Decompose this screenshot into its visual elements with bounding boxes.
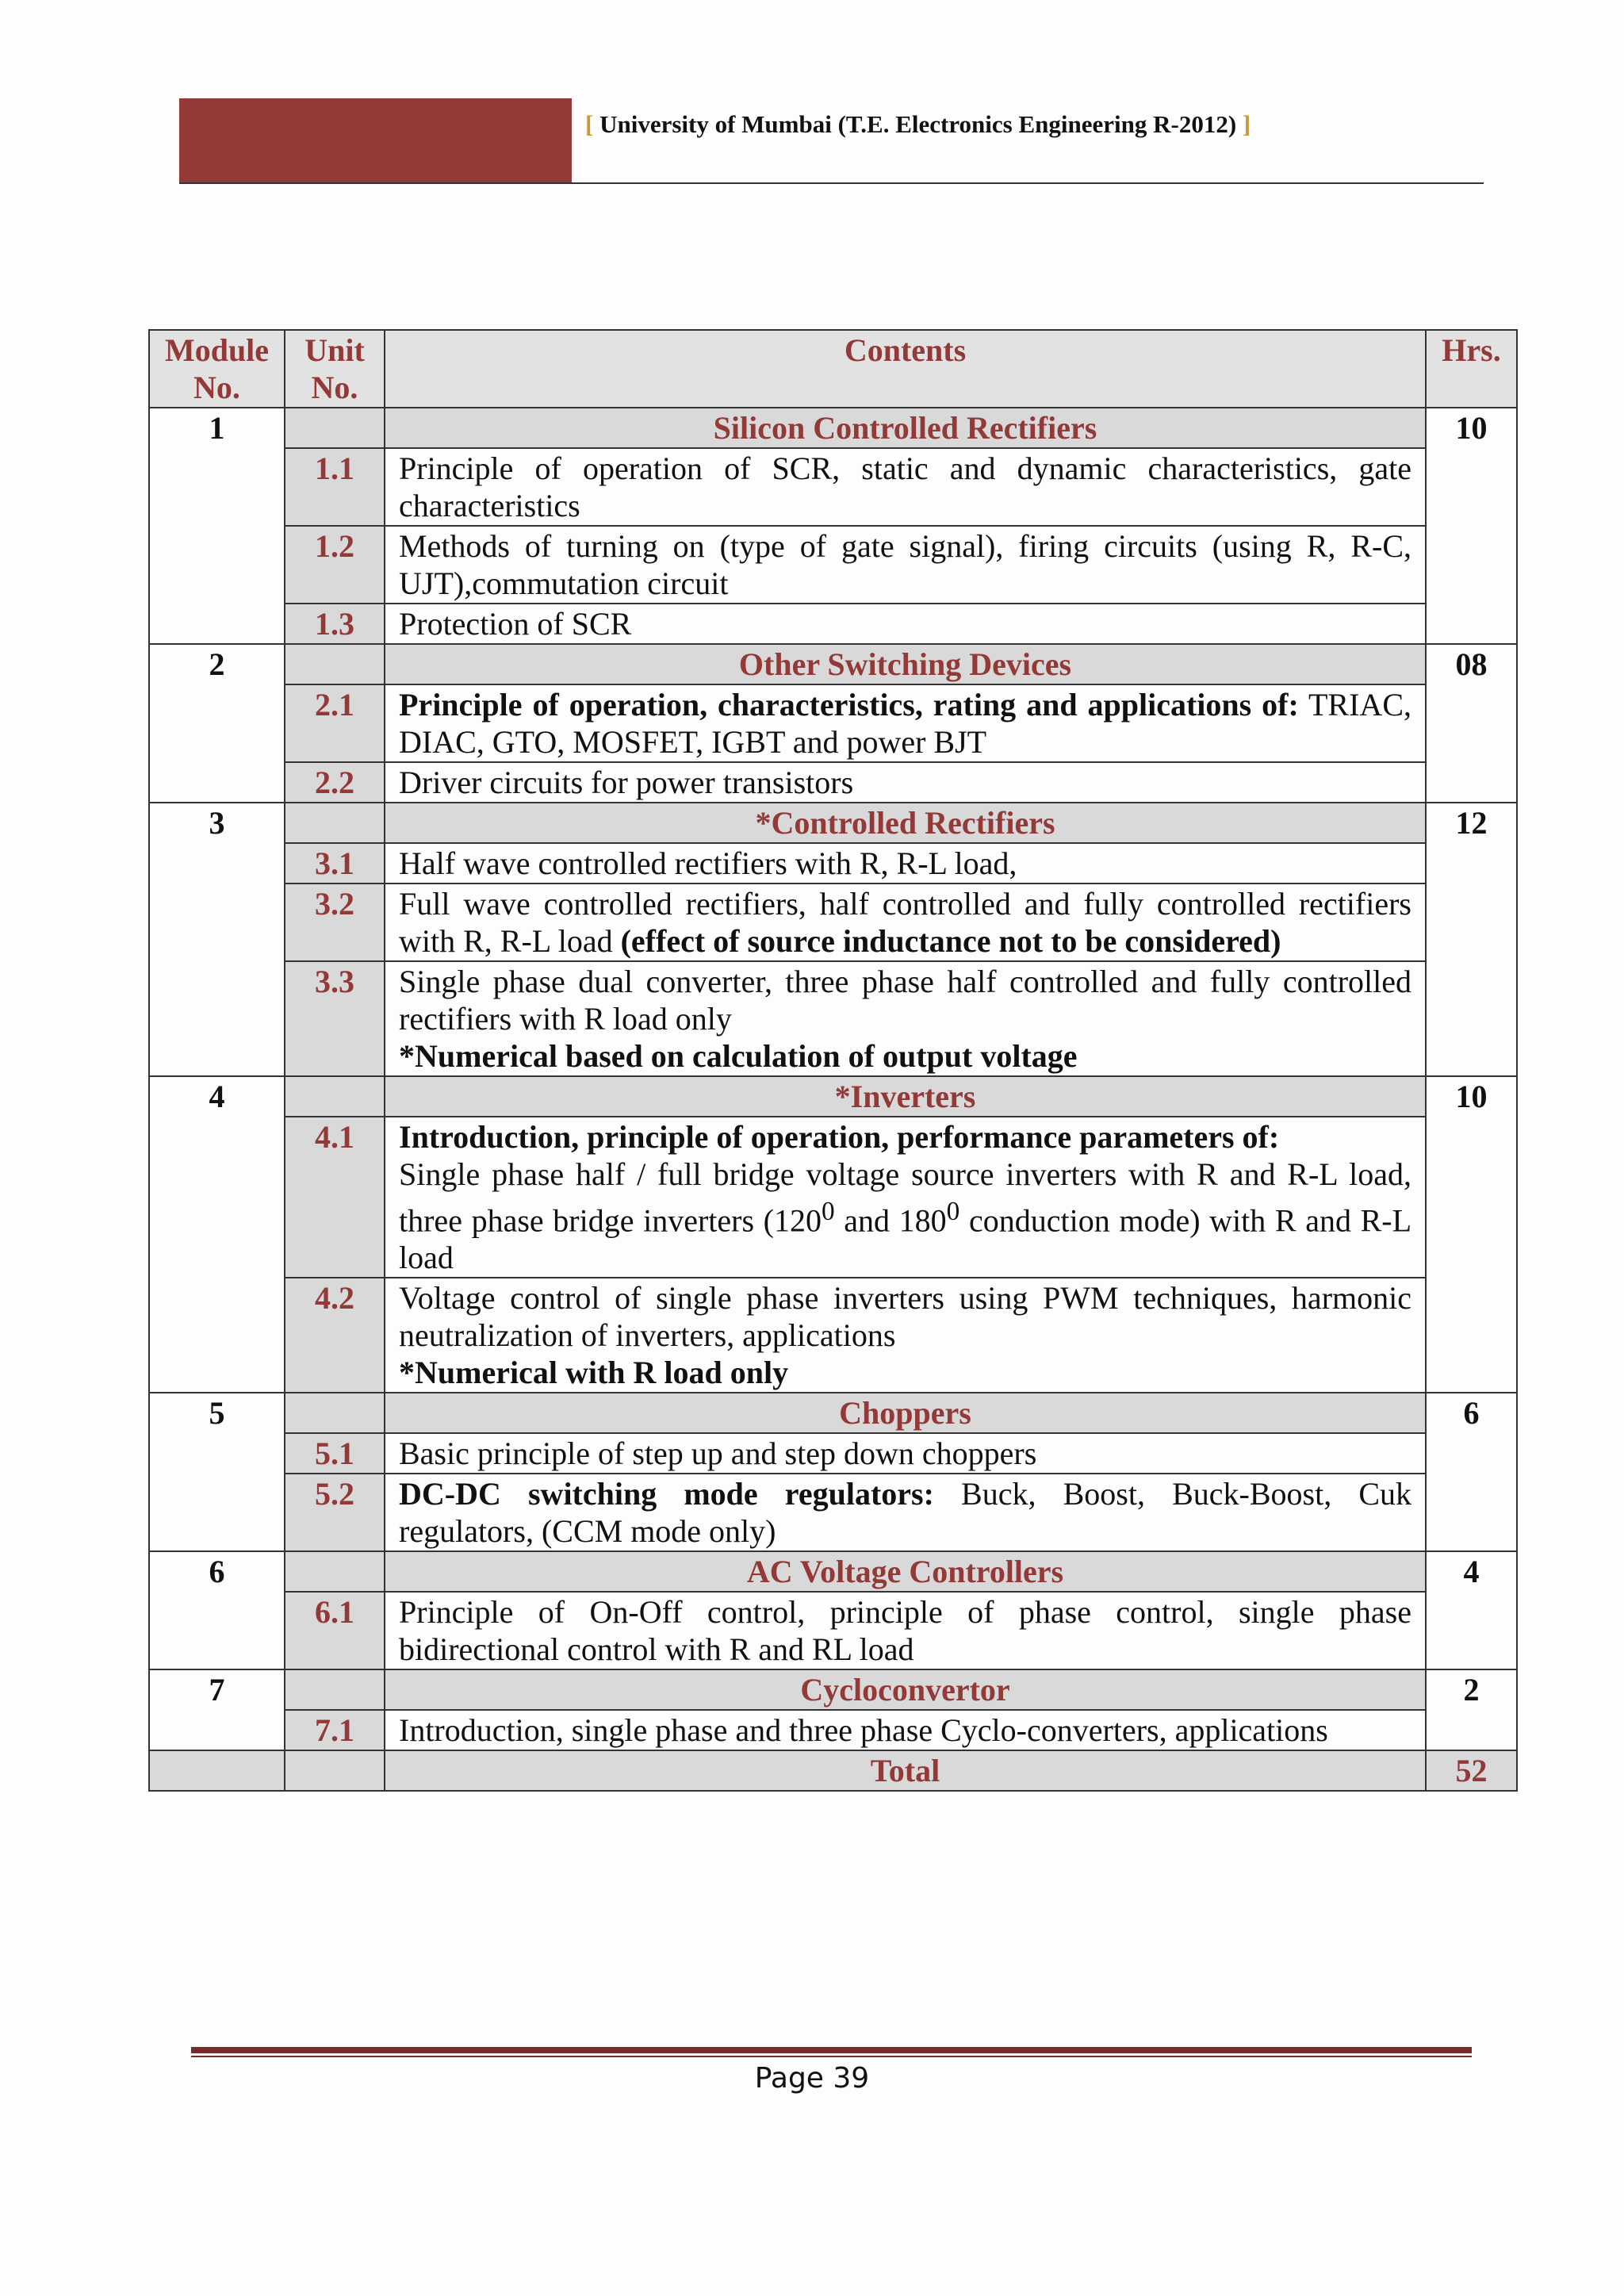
unit-content xyxy=(385,1474,1426,1551)
unit-no-blank xyxy=(285,1393,385,1433)
unit-no-blank xyxy=(285,1551,385,1592)
footer-rule-thin xyxy=(191,2056,1472,2057)
module-hours: 12 xyxy=(1426,803,1517,1076)
module-row xyxy=(149,803,1517,843)
unit-row xyxy=(149,1592,1517,1669)
unit-no: 4.1 xyxy=(285,1117,385,1278)
unit-row xyxy=(149,448,1517,526)
unit-content xyxy=(385,884,1426,961)
syllabus-table xyxy=(148,329,1518,1792)
module-no: 1 xyxy=(149,408,285,644)
unit-content-bold: DC-DC switching mode regulators: xyxy=(399,1476,934,1512)
unit-no: 2.1 xyxy=(285,684,385,762)
module-row xyxy=(149,1076,1517,1117)
unit-row xyxy=(149,1278,1517,1393)
unit-content-text: and 180 xyxy=(834,1202,947,1239)
module-title: Silicon Controlled Rectifiers xyxy=(385,408,1426,448)
header-title xyxy=(585,110,1251,139)
unit-content: Principle of On-Off control, principle of phase control, single phase bidirectional control with R and RL load xyxy=(385,1592,1426,1669)
total-hours: 52 xyxy=(1426,1750,1517,1791)
unit-content-bold: (effect of source inductance not to be considered) xyxy=(620,923,1281,959)
unit-content: Basic principle of step up and step down choppers xyxy=(385,1433,1426,1474)
bracket-open: [ xyxy=(585,110,594,138)
unit-content-text: Voltage control of single phase inverters using PWM techniques, harmonic neutralization of inverters, applications xyxy=(399,1280,1411,1354)
unit-content-text: Full wave controlled rectifiers, half controlled and fully controlled rectifiers with R, R-L load xyxy=(399,886,1411,959)
module-title: *Controlled Rectifiers xyxy=(385,803,1426,843)
unit-no: 5.1 xyxy=(285,1433,385,1474)
unit-no: 3.2 xyxy=(285,884,385,961)
module-title: AC Voltage Controllers xyxy=(385,1551,1426,1592)
module-row xyxy=(149,1551,1517,1592)
module-row xyxy=(149,1393,1517,1433)
module-hours: 08 xyxy=(1426,644,1517,803)
col-contents: Contents xyxy=(385,330,1426,408)
module-hours: 2 xyxy=(1426,1669,1517,1750)
unit-content-text: Buck, Boost, Buck-Boost, Cuk regulators, (CCM mode only) xyxy=(399,1476,1411,1550)
unit-no: 3.1 xyxy=(285,843,385,884)
unit-no: 1.3 xyxy=(285,604,385,644)
module-hours: 4 xyxy=(1426,1551,1517,1669)
degree-superscript: 0 xyxy=(821,1197,835,1226)
unit-no-blank xyxy=(285,1669,385,1710)
header-rule xyxy=(179,182,1484,184)
total-blank-cell xyxy=(149,1750,285,1791)
unit-row xyxy=(149,526,1517,604)
unit-row xyxy=(149,684,1517,762)
unit-row xyxy=(149,1474,1517,1551)
table-header-row xyxy=(149,330,1517,408)
unit-content-bold: *Numerical with R load only xyxy=(399,1355,789,1391)
unit-no: 4.2 xyxy=(285,1278,385,1393)
unit-content: Driver circuits for power transistors xyxy=(385,762,1426,803)
unit-no-blank xyxy=(285,644,385,684)
unit-content-text: TRIAC, DIAC, GTO, MOSFET, IGBT and power BJT xyxy=(399,687,1411,760)
unit-content xyxy=(385,1278,1426,1393)
unit-no-blank xyxy=(285,408,385,448)
unit-content xyxy=(385,1117,1426,1278)
unit-no-blank xyxy=(285,1076,385,1117)
module-no: 5 xyxy=(149,1393,285,1551)
unit-content: Protection of SCR xyxy=(385,604,1426,644)
module-hours: 10 xyxy=(1426,408,1517,644)
total-label: Total xyxy=(385,1750,1426,1791)
module-no: 2 xyxy=(149,644,285,803)
module-no: 4 xyxy=(149,1076,285,1393)
module-title: Choppers xyxy=(385,1393,1426,1433)
unit-content: Introduction, single phase and three phase Cyclo-converters, applications xyxy=(385,1710,1426,1750)
unit-no: 5.2 xyxy=(285,1474,385,1551)
unit-content: Half wave controlled rectifiers with R, R-L load, xyxy=(385,843,1426,884)
col-module-no: Module No. xyxy=(149,330,285,408)
degree-superscript: 0 xyxy=(946,1197,960,1226)
module-no: 3 xyxy=(149,803,285,1076)
unit-row xyxy=(149,762,1517,803)
header-title-text: University of Mumbai (T.E. Electronics Engineering R-2012) xyxy=(599,110,1237,138)
total-row xyxy=(149,1750,1517,1791)
header-accent-bar xyxy=(179,98,572,184)
col-unit-no: Unit No. xyxy=(285,330,385,408)
unit-content-text: conduction mode) with R and R-L load xyxy=(399,1202,1412,1276)
unit-row xyxy=(149,961,1517,1076)
unit-content-bold: Principle of operation, characteristics, rating and applications of: xyxy=(399,687,1299,723)
footer-rule-thick xyxy=(191,2047,1472,2053)
unit-row xyxy=(149,604,1517,644)
col-hours: Hrs. xyxy=(1426,330,1517,408)
module-title: *Inverters xyxy=(385,1076,1426,1117)
module-hours: 10 xyxy=(1426,1076,1517,1393)
unit-content xyxy=(385,961,1426,1076)
module-row xyxy=(149,1669,1517,1710)
unit-content-text: Single phase half / full bridge voltage source inverters with R and R-L load, three phase bridge inverters (120 xyxy=(399,1156,1411,1239)
module-hours: 6 xyxy=(1426,1393,1517,1551)
unit-no: 1.2 xyxy=(285,526,385,604)
unit-content: Principle of operation of SCR, static and dynamic characteristics, gate characteristics xyxy=(385,448,1426,526)
module-no: 6 xyxy=(149,1551,285,1669)
unit-content-text: Single phase dual converter, three phase half controlled and fully controlled rectifiers with R load only xyxy=(399,964,1411,1037)
unit-row xyxy=(149,884,1517,961)
unit-no: 3.3 xyxy=(285,961,385,1076)
unit-content-bold: *Numerical based on calculation of output voltage xyxy=(399,1038,1078,1074)
unit-no: 2.2 xyxy=(285,762,385,803)
module-no: 7 xyxy=(149,1669,285,1750)
total-blank-cell xyxy=(285,1750,385,1791)
unit-no-blank xyxy=(285,803,385,843)
module-title: Other Switching Devices xyxy=(385,644,1426,684)
unit-row xyxy=(149,1710,1517,1750)
unit-content xyxy=(385,684,1426,762)
unit-content: Methods of turning on (type of gate signal), firing circuits (using R, R-C, UJT),commutation circuit xyxy=(385,526,1426,604)
unit-no: 7.1 xyxy=(285,1710,385,1750)
unit-no: 6.1 xyxy=(285,1592,385,1669)
unit-no: 1.1 xyxy=(285,448,385,526)
module-title: Cycloconvertor xyxy=(385,1669,1426,1710)
module-row xyxy=(149,408,1517,448)
unit-content-bold: Introduction, principle of operation, performance parameters of: xyxy=(399,1119,1280,1155)
unit-row xyxy=(149,843,1517,884)
unit-row xyxy=(149,1117,1517,1278)
bracket-close: ] xyxy=(1242,110,1251,138)
page-number: Page 39 xyxy=(754,2062,870,2095)
module-row xyxy=(149,644,1517,684)
unit-row xyxy=(149,1433,1517,1474)
